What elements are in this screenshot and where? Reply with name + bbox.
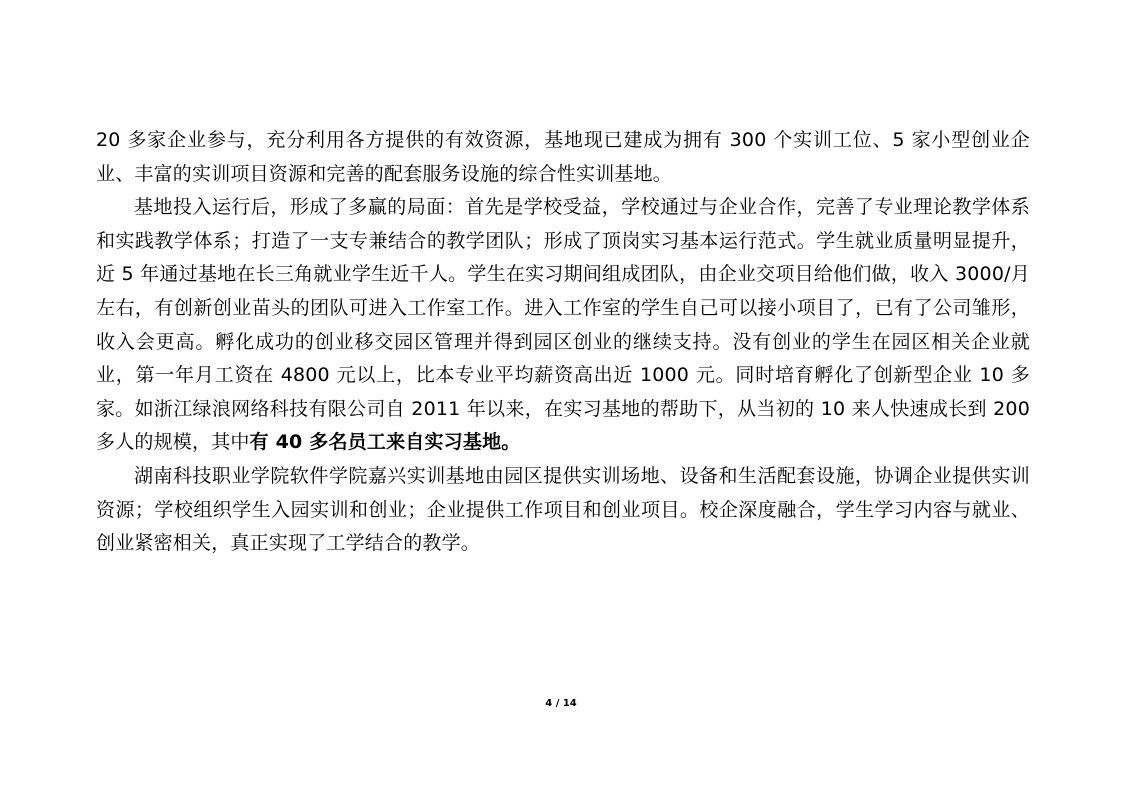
paragraph-2-bold-text: 有 40 多名员工来自实习基地。	[249, 431, 521, 454]
paragraph-2-text: 基地投入运行后，形成了多赢的局面：首先是学校受益，学校通过与企业合作，完善了专业理论教学体系和实践教学体系；打造了一支专兼结合的教学团队；形成了顶岗实习基本运行范式。学生就业质量明显提升，近 5 年通过基地在长三角就业学生近千人。学生在实习期间组成团队，由企业交项目给他们做，收入 3000/月左右，有创新创业苗头的团队可进入工作室工作。进入工作室的学生自己可以接小项目了，已有了公司雏形，收入会更高。孵化成功的创业移交园区管理并得到园区创业的继续支持。没有创业的学生在园区相关企业就业，第一年月工资在 4800 元以上，比本专业平均薪资高出近 1000 元。同时培育孵化了创新型企业 10 多家。如浙江绿浪网络科技有限公司自 2011 年以来，在实习基地的帮助下，从当初的 10 来人快速成长到 200 多人的规模，其中	[96, 196, 1030, 454]
document-body	[96, 124, 1030, 561]
paragraph-1: 20 多家企业参与，充分利用各方提供的有效资源，基地现已建成为拥有 300 个实训工位、5 家小型创业企业、丰富的实训项目资源和完善的配套服务设施的综合性实训基地。	[96, 129, 1030, 185]
paragraph-2	[96, 191, 1030, 460]
paragraph-3: 湖南科技职业学院软件学院嘉兴实训基地由园区提供实训场地、设备和生活配套设施，协调企业提供实训资源；学校组织学生入园实训和创业；企业提供工作项目和创业项目。校企深度融合，学生学习内容与就业、创业紧密相关，真正实现了工学结合的教学。	[96, 464, 1030, 555]
page-number: 4 / 14	[545, 698, 577, 709]
